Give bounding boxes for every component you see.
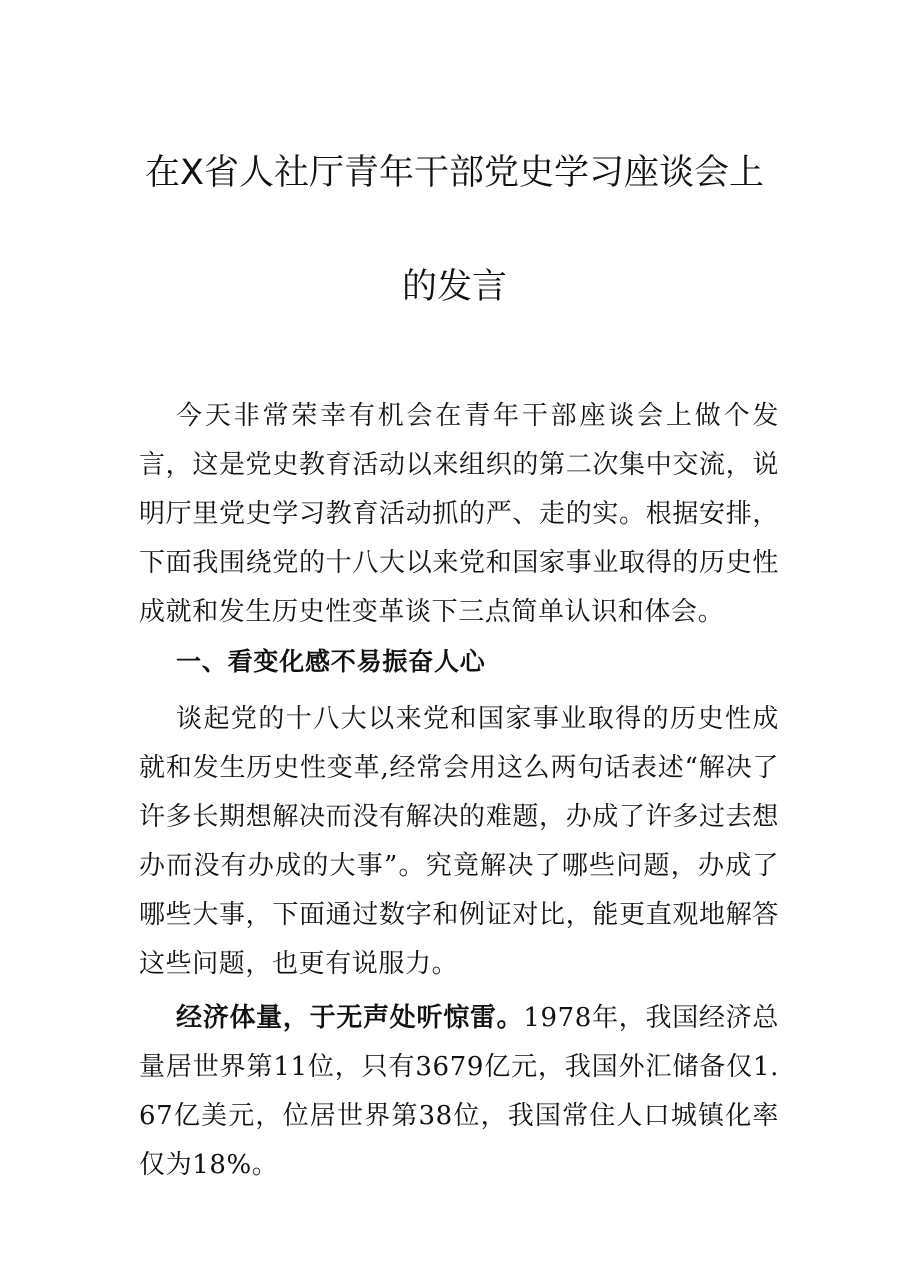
section-1-heading: 一、看变化感不易振奋人心 — [176, 647, 486, 676]
document-title-line-1: 在Ⅹ省人社厅青年干部党史学习座谈会上 — [145, 153, 764, 193]
economy-paragraph-text — [139, 994, 779, 1190]
intro-paragraph — [139, 392, 779, 637]
section-1-paragraph — [139, 695, 779, 989]
economy-paragraph — [139, 994, 779, 1190]
document-title-line-2: 的发言 — [401, 267, 507, 307]
section-1-paragraph-text: 谈起党的十八大以来党和国家事业取得的历史性成就和发生历史性变革,经常会用这么两句话表述“解决了许多长期想解决而没有解决的难题，办成了许多过去想办而没有办成的大事”。究竟解决了哪些问题，办成了哪些大事，下面通过数字和例证对比，能更直观地解答这些问题，也更有说服力。 — [139, 704, 779, 979]
economy-body-text: 1978年，我国经济总量居世界第11位，只有3679亿元，我国外汇储备仅1.67亿美元，位居世界第38位，我国常住人口城镇化率仅为18%。 — [139, 1003, 779, 1180]
economy-lead-sentence: 经济体量，于无声处听惊雷。 — [176, 1003, 524, 1033]
intro-paragraph-text: 今天非常荣幸有机会在青年干部座谈会上做个发言，这是党史教育活动以来组织的第二次集中交流，说明厅里党史学习教育活动抓的严、走的实。根据安排，下面我围绕党的十八大以来党和国家事业取得的历史性成就和发生历史性变革谈下三点简单认识和体会。 — [139, 401, 779, 627]
